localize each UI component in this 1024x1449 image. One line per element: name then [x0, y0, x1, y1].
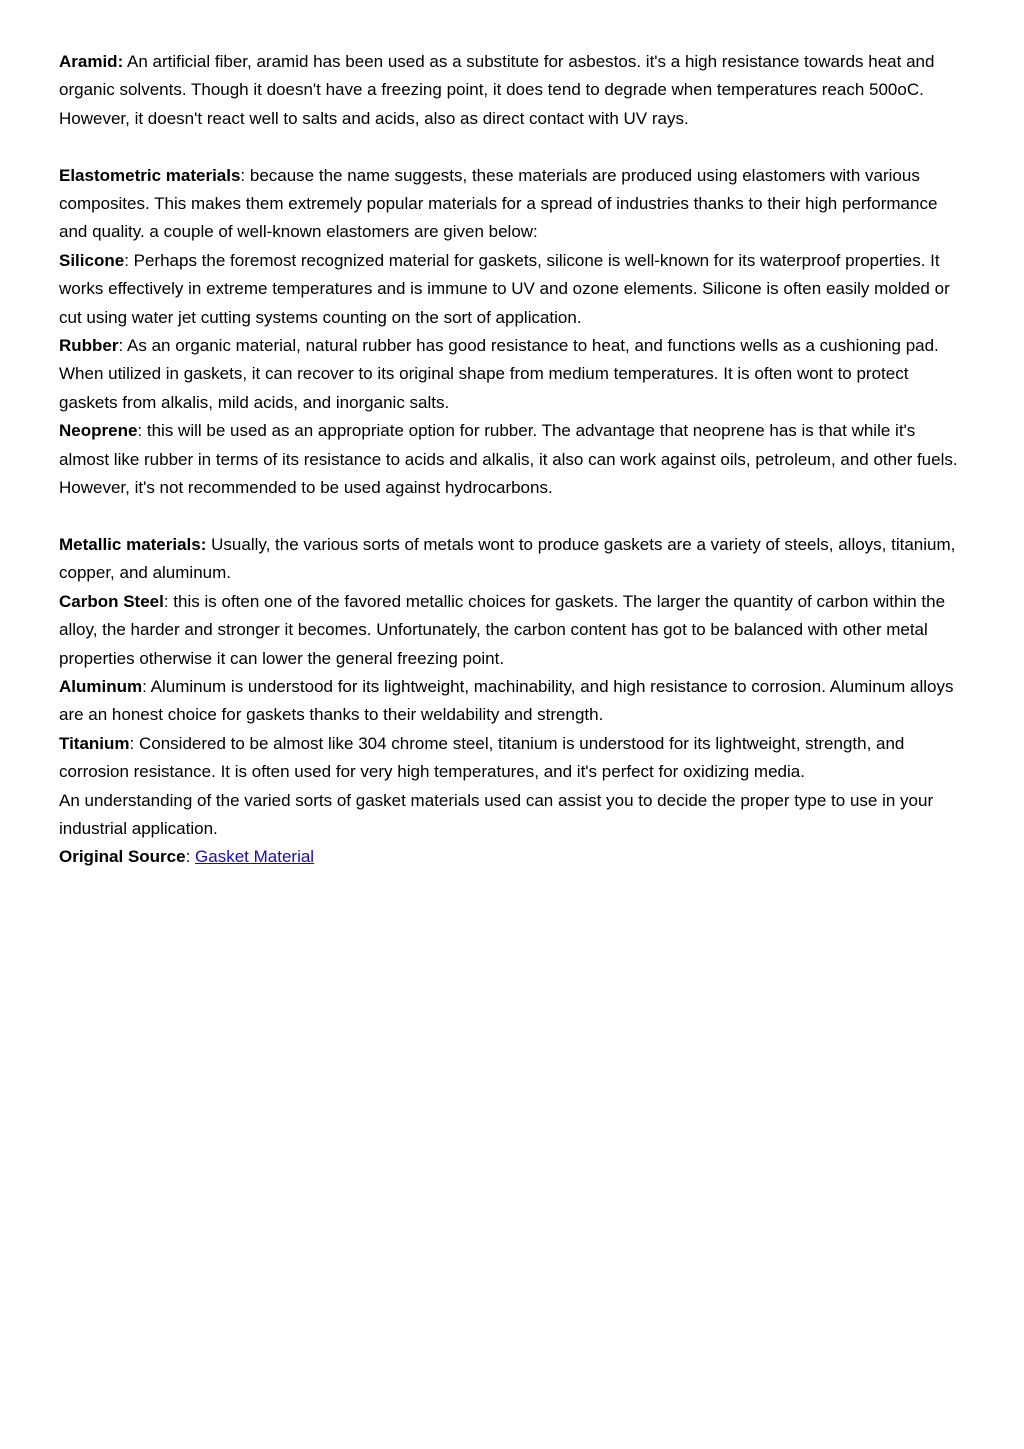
term-neoprene: Neoprene — [59, 421, 138, 441]
source-label: Original Source — [59, 847, 186, 867]
paragraph-source — [59, 843, 969, 871]
paragraph-metallic — [59, 531, 969, 588]
paragraph-aramid — [59, 48, 969, 133]
document-body — [59, 48, 969, 872]
text-aluminum: : Aluminum is understood for its lightweight, machinability, and high resistance to corrosion. Aluminum alloys are an honest choice for gaskets thanks to their weldability and strength. — [59, 676, 954, 725]
text-neoprene: : this will be used as an appropriate option for rubber. The advantage that neoprene has is that while it's almost like rubber in terms of its resistance to acids and alkalis, it also can work against oils, petroleum, and other fuels. However, it's not recommended to be used against hydrocarbons. — [59, 421, 958, 498]
paragraph-carbon-steel — [59, 588, 969, 673]
term-aluminum: Aluminum — [59, 676, 143, 696]
paragraph-silicone — [59, 247, 969, 332]
paragraph-conclusion: An understanding of the varied sorts of gasket materials used can assist you to decide the proper type to use in your industrial application. — [59, 790, 934, 838]
paragraph-rubber — [59, 332, 969, 417]
text-aramid: An artificial fiber, aramid has been used as a substitute for asbestos. it's a high resistance towards heat and organic solvents. Though it doesn't have a freezing point, it does tend to degrade when temperatures reach 500oC. However, it doesn't react well to salts and acids, also as direct contact with UV rays. — [59, 52, 935, 128]
paragraph-elastometric — [59, 162, 969, 247]
text-silicone: : Perhaps the foremost recognized material for gaskets, silicone is well-known for its waterproof properties. It works effectively in extreme temperatures and is immune to UV and ozone elements. Silicone is often easily molded or cut using water jet cutting systems counting on the sort of application. — [59, 250, 950, 327]
text-elastometric: : because the name suggests, these materials are produced using elastomers with various composites. This makes them extremely popular materials for a spread of industries thanks to their high performance and quality. a couple of well-known elastomers are given below: — [59, 165, 938, 242]
term-carbon-steel: Carbon Steel — [59, 591, 164, 611]
text-rubber: : As an organic material, natural rubber has good resistance to heat, and functions wells as a cushioning pad. When utilized in gaskets, it can recover to its original shape from medium temperatures. It is often wont to protect gaskets from alkalis, mild acids, and inorganic salts. — [59, 336, 939, 412]
term-silicone: Silicone — [59, 250, 125, 270]
paragraph-neoprene — [59, 417, 969, 502]
paragraph-spacer — [59, 502, 969, 530]
term-rubber: Rubber — [59, 336, 119, 356]
paragraph-titanium — [59, 730, 969, 787]
paragraph-aluminum — [59, 673, 969, 730]
text-metallic: Usually, the various sorts of metals wont to produce gaskets are a variety of steels, alloys, titanium, copper, and aluminum. — [59, 534, 956, 583]
text-titanium: : Considered to be almost like 304 chrome steel, titanium is understood for its lightweight, strength, and corrosion resistance. It is often used for very high temperatures, and it's perfect for oxidizing media. — [59, 733, 905, 782]
term-aramid: Aramid: — [59, 52, 124, 71]
paragraph-spacer — [59, 133, 969, 161]
source-link[interactable]: Gasket Material — [195, 847, 315, 867]
term-metallic: Metallic materials: — [59, 534, 207, 554]
source-separator: : — [185, 847, 196, 867]
term-titanium: Titanium — [59, 733, 130, 753]
term-elastometric: Elastometric materials — [59, 165, 241, 185]
text-carbon-steel: : this is often one of the favored metallic choices for gaskets. The larger the quantity of carbon within the alloy, the harder and stronger it becomes. Unfortunately, the carbon content has got to be balanced with other metal properties otherwise it can lower the general freezing point. — [59, 591, 946, 668]
